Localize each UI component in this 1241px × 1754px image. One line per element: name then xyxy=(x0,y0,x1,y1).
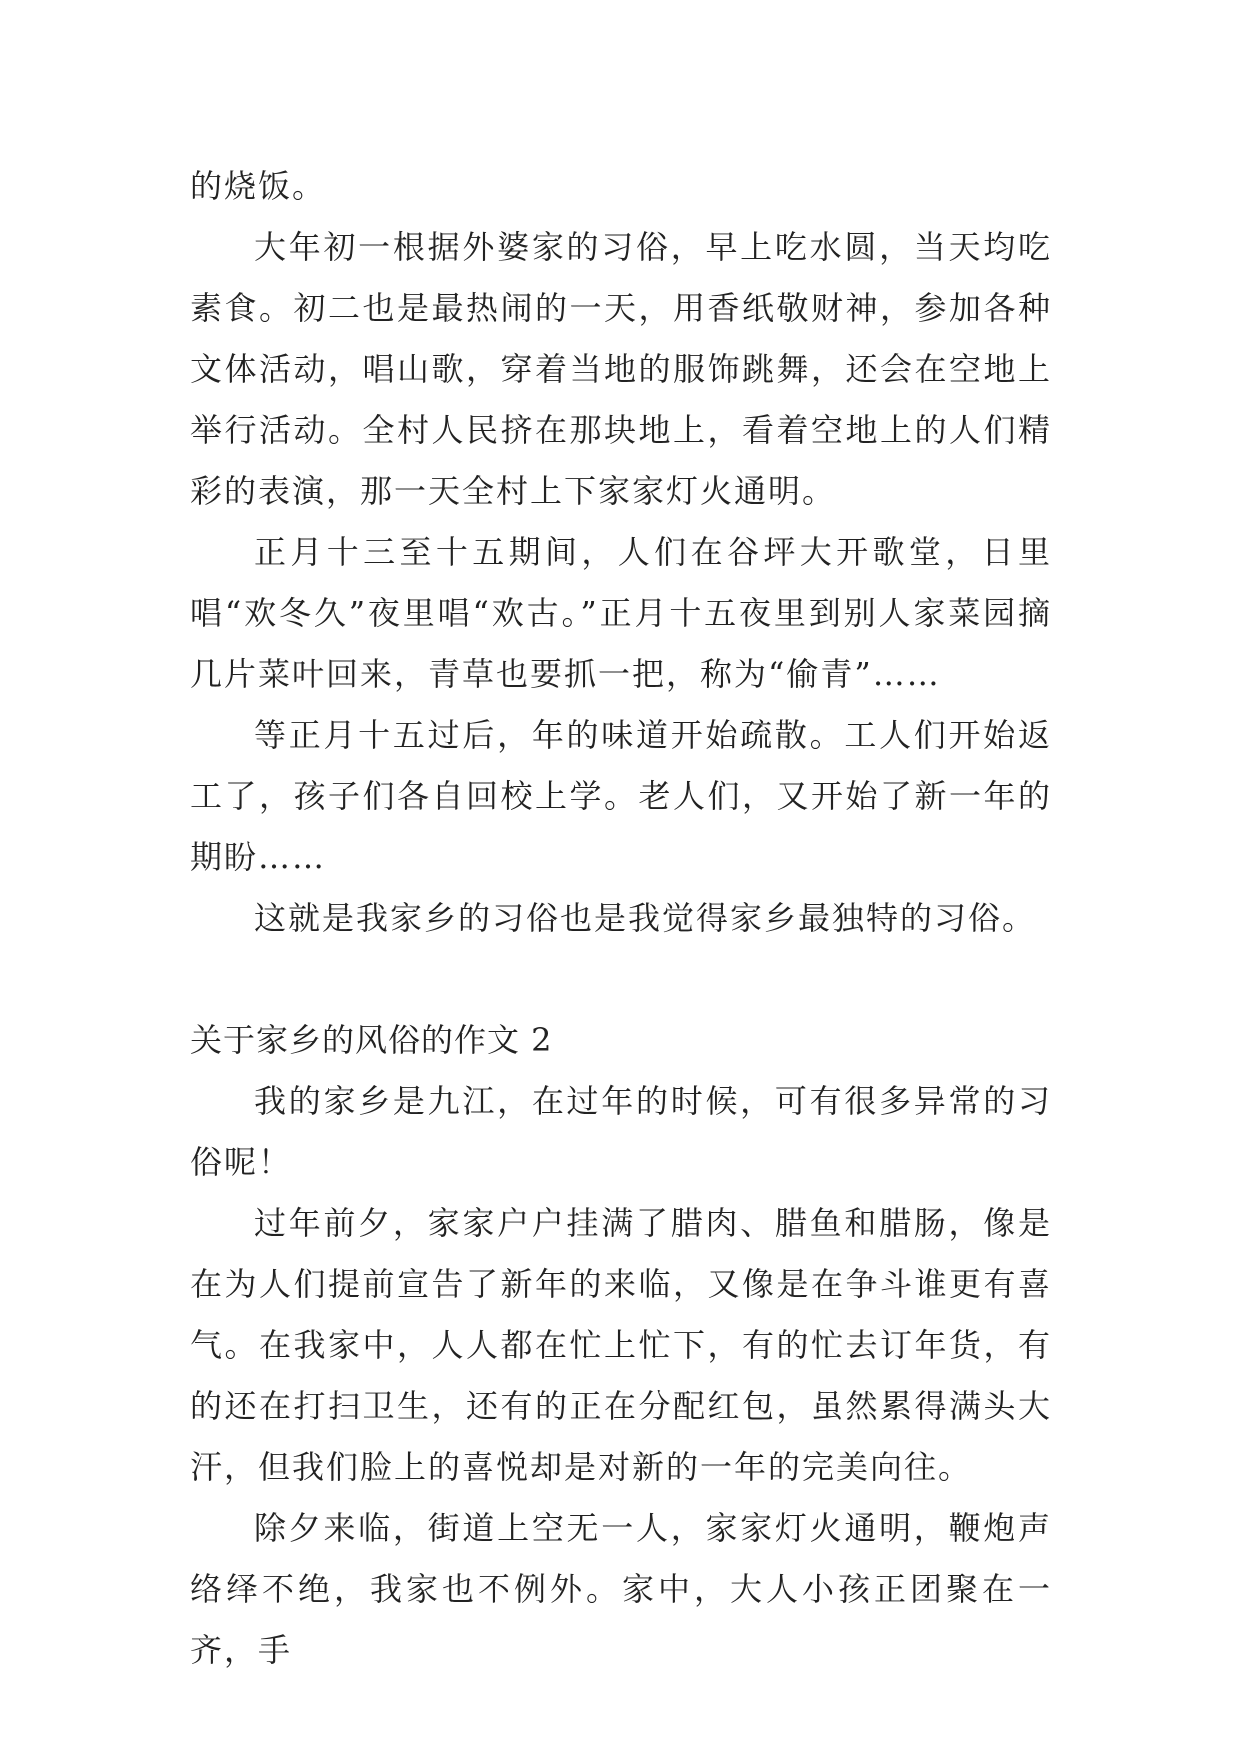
paragraph-eve-preparation: 过年前夕，家家户户挂满了腊肉、腊鱼和腊肠，像是在为人们提前宣告了新年的来临，又像是在争斗谁更有喜气。在我家中，人人都在忙上忙下，有的忙去订年货，有的还在打扫卫生，还有的正在分配红包，虽然累得满头大汗，但我们脸上的喜悦却是对新的一年的完美向往。 xyxy=(190,1204,1052,1486)
paragraph-after-fifteenth: 等正月十五过后，年的味道开始疏散。工人们开始返工了，孩子们各自回校上学。老人们，又开始了新一年的期盼…… xyxy=(190,716,1052,876)
paragraph-conclusion: 这就是我家乡的习俗也是我觉得家乡最独特的习俗。 xyxy=(254,899,1037,937)
paragraph-new-years-eve: 除夕来临，街道上空无一人，家家灯火通明，鞭炮声络绎不绝，我家也不例外。家中，大人小孩正团聚在一齐，手 xyxy=(190,1509,1052,1669)
document-body xyxy=(190,156,1052,1681)
paragraph-lantern-period: 正月十三至十五期间，人们在谷坪大开歌堂，日里唱“欢冬久”夜里唱“欢古。”正月十五夜里到别人家菜园摘几片菜叶回来，青草也要抓一把，称为“偷青”…… xyxy=(190,533,1052,693)
section-title: 关于家乡的风俗的作文 2 xyxy=(190,1021,553,1059)
paragraph-continued: 的烧饭。 xyxy=(190,167,327,205)
paragraph-intro-jiujiang: 我的家乡是九江，在过年的时候，可有很多异常的习俗呢！ xyxy=(190,1082,1052,1181)
paragraph-new-year-day: 大年初一根据外婆家的习俗，早上吃水圆，当天均吃素食。初二也是最热闹的一天，用香纸敬财神，参加各种文体活动，唱山歌，穿着当地的服饰跳舞，还会在空地上举行活动。全村人民挤在那块地上，看着空地上的人们精彩的表演，那一天全村上下家家灯火通明。 xyxy=(190,228,1052,510)
